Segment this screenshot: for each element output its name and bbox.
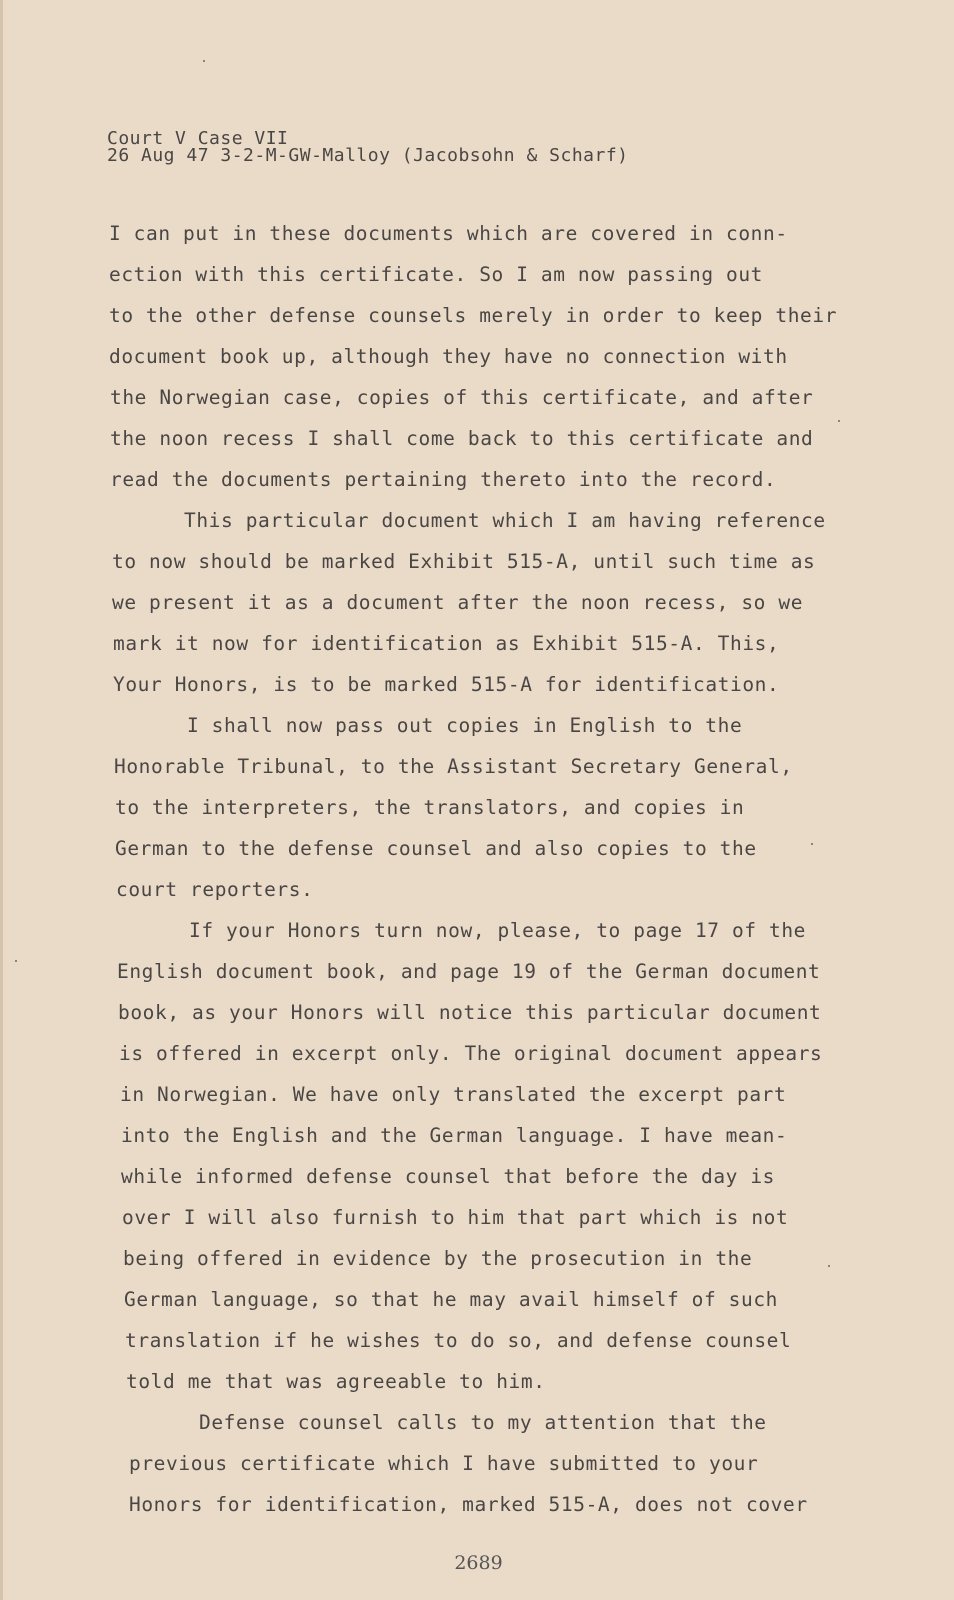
text-line: I can put in these documents which are covered in conn- [109, 222, 788, 245]
text-line: being offered in evidence by the prosecution in the [123, 1247, 753, 1270]
text-line: to the interpreters, the translators, and copies in [115, 796, 745, 819]
text-line: told me that was agreeable to him. [126, 1370, 546, 1393]
text-line: previous certificate which I have submitted to your [129, 1452, 759, 1475]
text-line: Honors for identification, marked 515-A, does not cover [129, 1493, 808, 1516]
header-date-session: 26 Aug 47 3-2-M-GW-Malloy (Jacobsohn & Scharf) [107, 145, 629, 166]
text-line: while informed defense counsel that before the day is [121, 1165, 776, 1188]
paper-speck [15, 960, 17, 962]
text-line: mark it now for identification as Exhibit 515-A. This, [113, 632, 780, 655]
text-line: translation if he wishes to do so, and defense counsel [125, 1329, 792, 1352]
case-header [107, 130, 629, 164]
header-court-case: Court V Case VII [107, 128, 289, 149]
paragraph-first-line: Defense counsel calls to my attention that the [199, 1411, 767, 1434]
text-line: German to the defense counsel and also copies to the [115, 837, 757, 860]
text-line: to now should be marked Exhibit 515-A, until such time as [112, 550, 816, 573]
text-line: ection with this certificate. So I am now passing out [109, 263, 764, 286]
paper-speck [838, 420, 840, 422]
text-line: over I will also furnish to him that part which is not [122, 1206, 789, 1229]
text-line: in Norwegian. We have only translated the excerpt part [120, 1083, 787, 1106]
paper-speck [811, 843, 813, 845]
text-line: the noon recess I shall come back to this certificate and [110, 427, 814, 450]
paper-speck [203, 60, 205, 62]
paper-speck [828, 1265, 830, 1267]
paragraph-first-line: If your Honors turn now, please, to page 17 of the [189, 919, 806, 942]
paragraph-first-line: I shall now pass out copies in English to the [187, 714, 743, 737]
text-line: book, as your Honors will notice this particular document [118, 1001, 822, 1024]
paragraph-first-line: This particular document which I am having reference [184, 509, 826, 532]
text-line: court reporters. [116, 878, 314, 901]
text-line: to the other defense counsels merely in order to keep their [109, 304, 838, 327]
text-line: Honorable Tribunal, to the Assistant Secretary General, [114, 755, 793, 778]
text-line: we present it as a document after the noon recess, so we [112, 591, 804, 614]
text-line: is offered in excerpt only. The original document appears [119, 1042, 823, 1065]
text-line: the Norwegian case, copies of this certificate, and after [110, 386, 814, 409]
page-number: 2689 [454, 1552, 503, 1574]
text-line: German language, so that he may avail himself of such [124, 1288, 779, 1311]
text-line: Your Honors, is to be marked 515-A for identification. [113, 673, 780, 696]
text-line: into the English and the German language. I have mean- [121, 1124, 788, 1147]
text-line: document book up, although they have no connection with [109, 345, 788, 368]
text-line: read the documents pertaining thereto into the record. [110, 468, 777, 491]
text-line: English document book, and page 19 of the German document [117, 960, 821, 983]
